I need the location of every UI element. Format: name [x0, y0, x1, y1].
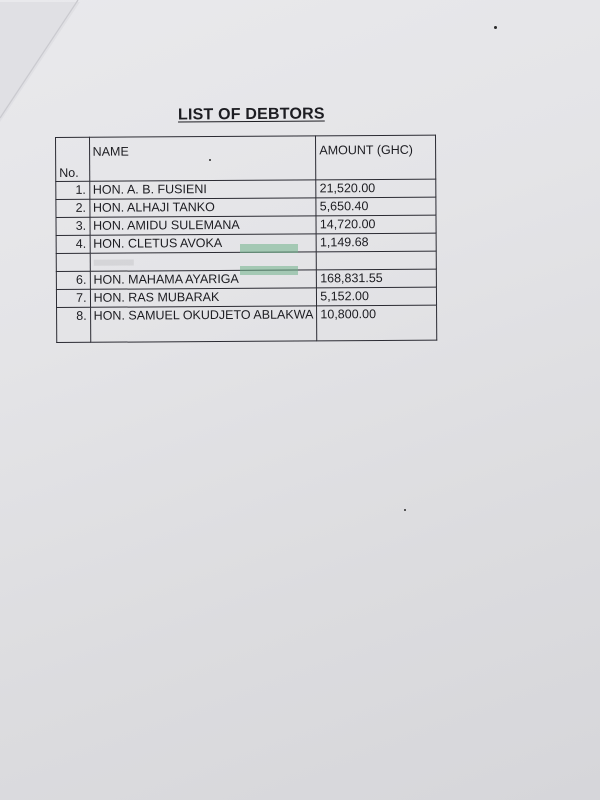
row-name: HON. MAHAMA AYARIGA	[90, 270, 317, 289]
table-row	[56, 287, 436, 307]
row-name: HON. ALHAJI TANKO	[89, 198, 316, 217]
table-row	[56, 179, 436, 199]
row-name: HON. SAMUEL OKUDJETO ABLAKWA	[90, 306, 317, 342]
obscured-name	[90, 252, 317, 271]
obscured-number	[56, 253, 90, 271]
header-name: NAME	[89, 136, 316, 181]
header-no: No.	[56, 137, 90, 181]
row-amount: 1,149.68	[316, 233, 436, 252]
table-header-row	[56, 135, 436, 181]
paper-speck	[494, 26, 497, 29]
obscured-row	[56, 251, 436, 271]
row-number: 8.	[57, 307, 91, 342]
debtors-table	[55, 135, 437, 343]
obscured-amount	[317, 251, 437, 270]
row-amount: 5,650.40	[316, 197, 436, 216]
row-amount: 14,720.00	[316, 215, 436, 234]
row-name: HON. CLETUS AVOKA	[90, 234, 317, 253]
header-amount: AMOUNT (GHC)	[316, 135, 436, 180]
row-number: 7.	[56, 289, 90, 307]
row-amount: 21,520.00	[316, 179, 436, 198]
row-number: 6.	[56, 271, 90, 289]
row-amount: 10,800.00	[317, 305, 437, 341]
paper-speck	[404, 509, 406, 511]
row-amount: 5,152.00	[317, 287, 437, 306]
row-number: 1.	[56, 181, 90, 199]
row-name: HON. RAS MUBARAK	[90, 288, 317, 307]
row-amount: 168,831.55	[317, 269, 437, 288]
page-title: LIST OF DEBTORS	[177, 105, 325, 124]
row-number: 4.	[56, 235, 90, 253]
table-row	[56, 269, 436, 289]
row-name: HON. A. B. FUSIENI	[89, 180, 316, 199]
row-name: HON. AMIDU SULEMANA	[90, 216, 317, 235]
table-row	[56, 233, 436, 253]
redaction-smudge	[93, 260, 133, 266]
table-row	[56, 215, 436, 235]
paper-speck	[209, 159, 211, 161]
row-number: 3.	[56, 217, 90, 235]
table-row	[56, 197, 436, 217]
table-row	[57, 305, 437, 342]
row-number: 2.	[56, 199, 90, 217]
